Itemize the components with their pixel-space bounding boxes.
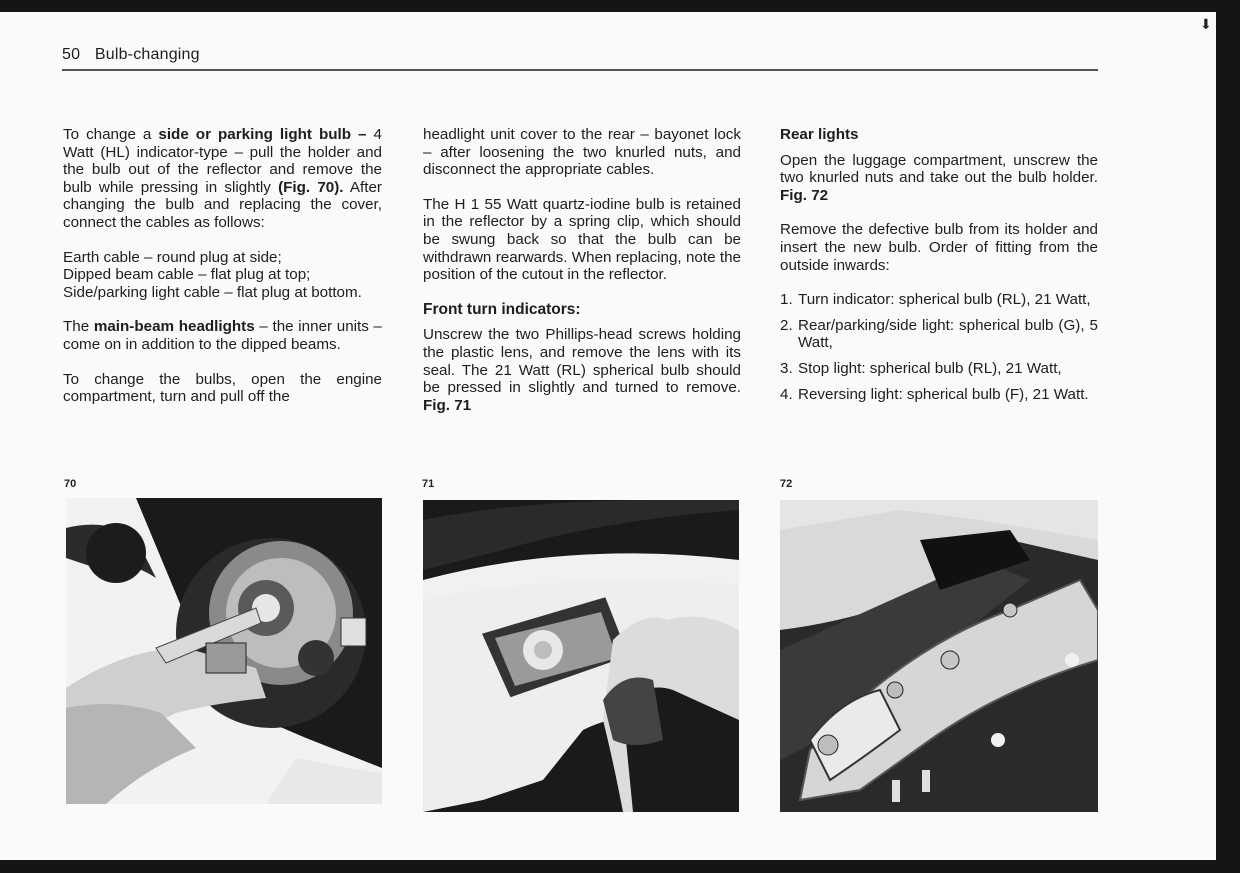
text-run: Unscrew the two Phillips-head screws holding the plastic lens, and remove the lens with its seal. The 21 Watt (RL) spherical bulb should be pressed in slightly and turned to remove.: [423, 326, 741, 397]
cable-list: [63, 249, 382, 302]
section-heading: Front turn indicators:: [423, 300, 581, 318]
paragraph: Remove the defective bulb from its holder and insert the new bulb. Order of fitting from the outside inwards:: [780, 221, 1098, 274]
figure-reference: Fig. 72: [780, 186, 829, 204]
figure-reference: Fig. 71: [423, 396, 472, 414]
text-run: – the inner units – come on in addition to the dipped beams.: [63, 318, 382, 353]
list-number: 1.: [780, 291, 793, 309]
arrow-mark-icon: ⬇: [1200, 16, 1212, 32]
text-run: The: [63, 318, 94, 336]
section-heading: Rear lights: [780, 126, 859, 143]
page-number: 50: [62, 46, 81, 63]
paragraph: [423, 326, 741, 414]
list-text: Stop light: spherical bulb (RL), 21 Watt,: [798, 359, 1062, 377]
text-run: Open the luggage compartment, unscrew the two knurled nuts and take out the bulb holder.: [780, 151, 1098, 187]
text-column-1: [63, 126, 382, 423]
figure-72-photo: [780, 500, 1098, 812]
list-item: [780, 291, 1098, 309]
list-item: [780, 317, 1098, 352]
text-run: 4 Watt (HL) indicator-type – pull the holder and the bulb out of the reflector and remove the bulb while pressing in slightly: [63, 126, 382, 196]
bulb-order-list: [780, 291, 1098, 403]
cable-line: Side/parking light cable – flat plug at bottom.: [63, 283, 362, 301]
paragraph: [63, 318, 382, 353]
bold-term: side or parking light bulb –: [158, 126, 367, 143]
list-text: Turn indicator: spherical bulb (RL), 21 Watt,: [798, 291, 1091, 309]
page-title: Bulb-changing: [94, 46, 200, 63]
figure-number: 72: [780, 478, 793, 490]
figure-70-photo: [66, 498, 382, 804]
cable-line: Earth cable – round plug at side;: [63, 248, 282, 266]
manual-page: [0, 12, 1216, 860]
text-run: After changing the bulb and replacing the cover, connect the cables as follows:: [63, 178, 382, 231]
list-item: [780, 386, 1098, 404]
page-header: [62, 46, 200, 64]
figure-number: 71: [422, 478, 435, 490]
figure-reference: (Fig. 70).: [278, 178, 344, 196]
text-column-2: [423, 126, 741, 431]
list-item: [780, 360, 1098, 378]
paragraph: [780, 152, 1098, 205]
figure-71-photo: [423, 500, 739, 812]
bold-term: main-beam headlights: [93, 318, 255, 336]
list-number: 2.: [780, 316, 793, 334]
paragraph: headlight unit cover to the rear – bayonet lock – after loosening the two knurled nuts, and disconnect the appropriate cables.: [423, 126, 741, 179]
text-run: To change a: [63, 126, 159, 143]
list-text: Reversing light: spherical bulb (F), 21 Watt.: [798, 385, 1089, 403]
paragraph: [63, 126, 382, 232]
header-rule: [62, 69, 1098, 71]
paragraph: To change the bulbs, open the engine compartment, turn and pull off the: [63, 370, 382, 406]
text-column-3: [780, 126, 1098, 411]
list-text: Rear/parking/side light: spherical bulb (G), 5 Watt,: [798, 316, 1098, 352]
cable-line: Dipped beam cable – flat plug at top;: [63, 266, 311, 284]
list-number: 3.: [780, 359, 793, 377]
figure-number: 70: [64, 478, 77, 490]
list-number: 4.: [780, 385, 793, 403]
paragraph: The H 1 55 Watt quartz-iodine bulb is retained in the reflector by a spring clip, which should be swung back so that the bulb can be withdrawn rearwards. When replacing, note the position of the cutout in the reflector.: [423, 195, 741, 284]
